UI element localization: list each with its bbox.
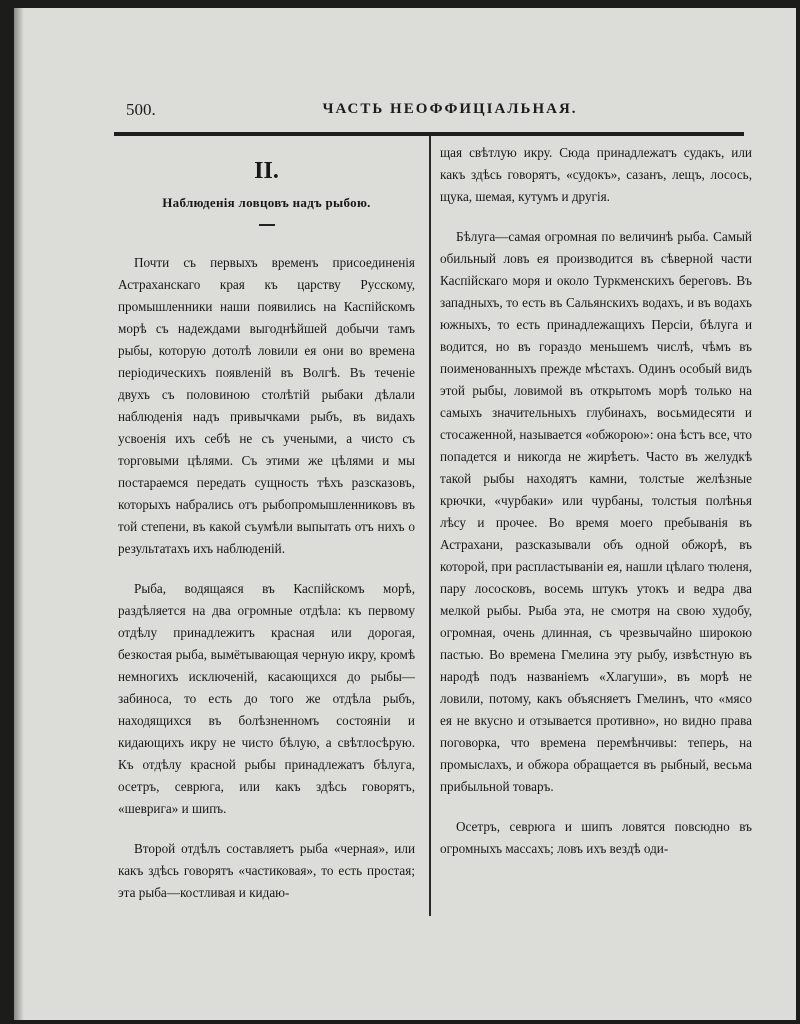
page-number: 500. — [126, 100, 156, 119]
paragraph: щая свѣтлую икру. Сюда принадлежатъ судакъ, или какъ здѣсь говорятъ, «судокъ», сазанъ, лещъ, лосось, щука, шемая, кутумъ и другія. — [440, 145, 752, 204]
paragraph: Второй отдѣлъ составляетъ рыба «черная», или какъ здѣсь говорятъ «частиковая», то есть простая; эта рыба—костливая и кидаю- — [118, 841, 415, 900]
section-numeral: II. — [254, 158, 279, 184]
newspaper-page — [14, 8, 796, 1020]
paragraph: Бѣлуга—самая огромная по величинѣ рыба. Самый обильный ловъ ея производится въ сѣверной части Каспійскаго моря и около Туркменскихъ береговъ. Въ западныхъ, то есть въ Сальянскихъ водахъ, и въ водахъ южныхъ, то есть принадлежащихъ Персіи, бѣлуга и водится, но въ гораздо меньшемъ числѣ, чѣмъ въ поименованныхъ прежде мѣстахъ. Одинъ особый видъ этой рыбы, ловимой въ открытомъ морѣ только на самыхъ значительныхъ глубинахъ, восьмидесяти и стосаженной, называется «обжорою»: она ѣстъ все, что попадется и никогда не жирѣетъ. Часто въ желудкѣ такой рыбы находятъ камни, толстые желѣзные крючки, «чурбаки» или чурбаны, толстыя полѣнья лѣсу и прочее. Во время моего пребыванія въ Астрахани, разсказывали объ одной обжорѣ, въ которой, при распластываніи ея, нашли цѣлаго тюленя, пару лососковъ, восемь штукъ утокъ и ведра два мелкой рыбы. Рыба эта, не смотря на свою худобу, огромная, очень длинная, съ чрезвычайно широкою пастью. Во времена Гмелина эту рыбу, извѣстную въ народѣ подъ названіемъ «Хлагуши», въ морѣ не ловили, потому, какъ объясняетъ Гмелинъ, что «мясо ея не вкусно и отзывается противно», но видно права поговорка, что времена перемѣнчивы: теперь, на промыслахъ, и обжора обращается въ рыбный, весьма прибыльной товаръ. — [440, 229, 752, 794]
left-column — [118, 142, 415, 904]
running-head: ЧАСТЬ НЕОФФИЦІАЛЬНАЯ. — [322, 101, 578, 117]
section-dash — [259, 224, 275, 226]
section-heading: Наблюденія ловцовъ надъ рыбою. — [162, 195, 371, 210]
paragraph: Рыба, водящаяся въ Каспійскомъ морѣ, раздѣляется на два огромные отдѣла: къ первому отдѣлу принадлежитъ красная или дорогая, безкостая рыба, вымётывающая черную икру, кромѣ немногихъ исключеній, касающихся до рыбы—забиноса, то есть до того же отдѣла рыбъ, находящихся въ болѣзненномъ состояніи и кидающихъ икру не чисто бѣлую, а свѣтлосѣрую. Къ отдѣлу красной рыбы принадлежатъ бѣлуга, осетръ, севрюга, или какъ здѣсь говорятъ, «шеврига» и шипъ. — [118, 581, 415, 816]
page-spine-shadow — [14, 8, 24, 1020]
page-header — [114, 100, 746, 126]
column-divider — [429, 136, 431, 916]
paragraph: Почти съ первыхъ временъ присоединенія Астраханскаго края къ царству Русскому, промышленники наши появились на Каспійскомъ морѣ съ надеждами выгоднѣйшей добычи тамъ рыбы, которую дотолѣ ловили ея они во времена періодическихъ появленій въ Волгѣ. Въ теченіе двухъ съ половиною столѣтій рыбаки дѣлали наблюденія надъ привычками рыбъ, въ видахъ усвоенія ихъ себѣ не съ учеными, а чисто съ торговыми цѣлями. Съ этими же цѣлями и мы постараемся передать сущность тѣхъ разсказовъ, которыхъ набрались отъ рыбопромышленниковъ въ той степени, въ какой съумѣли выпытать отъ нихъ о результатахъ ихъ наблюденій. — [118, 255, 415, 556]
paragraph: Осетръ, севрюга и шипъ ловятся повсюдно въ огромныхъ массахъ; ловъ ихъ вездѣ оди- — [440, 819, 752, 856]
right-column — [440, 142, 752, 860]
